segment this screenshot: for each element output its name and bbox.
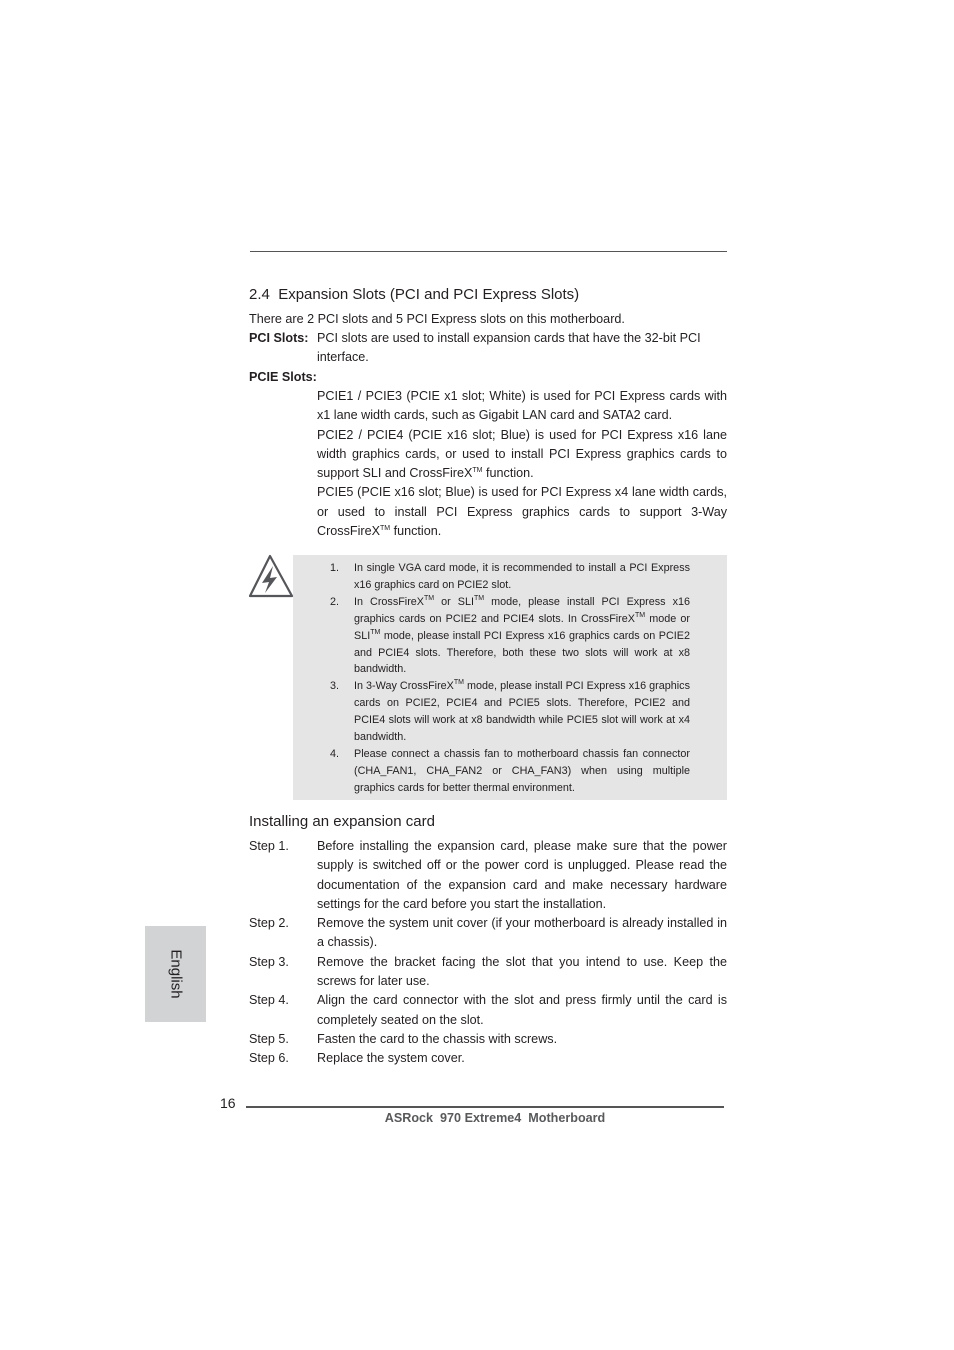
pcie-paragraph-2: PCIE2 / PCIE4 (PCIE x16 slot; Blue) is used for PCI Express x16 lane width graphics cards, or used to install PCI Express graphics cards to support SLI and CrossFireX™ function. — [317, 427, 727, 481]
warning-lightning-icon — [248, 553, 294, 599]
header-rule — [250, 251, 727, 252]
install-steps-list — [249, 837, 727, 1069]
install-step: Step 1. Before installing the expansion card, please make sure that the power supply is switched off or the power cord is unplugged. Please read the documentation of the expansion card and make necessary hardware settings for the card before you start the installation. — [249, 839, 727, 911]
note-item: 3. In 3-Way CrossFireX™ mode, please install PCI Express x16 graphics cards on PCIE2, PCIE4 and PCIE5 slots. Therefore, PCIE2 and PCIE4 slots will work at x8 bandwidth while PCIE5 slot will work at x4 bandwidth. — [330, 679, 690, 744]
section-title: 2.4 Expansion Slots (PCI and PCI Express Slots) — [249, 286, 580, 303]
install-step: Step 5. Fasten the card to the chassis with screws. — [249, 1031, 558, 1046]
note-item: 4. Please connect a chassis fan to motherboard chassis fan connector (CHA_FAN1, CHA_FAN2 or CHA_FAN3) when using multiple graphics cards for better thermal environment. — [330, 747, 690, 794]
pcie-slots-text — [317, 387, 727, 541]
install-step: Step 4. Align the card connector with the slot and press firmly until the card is completely seated on the slot. — [249, 993, 727, 1027]
pcie-paragraph-1: PCIE1 / PCIE3 (PCIE x1 slot; White) is used for PCI Express cards with x1 lane width cards, such as Gigabit LAN card and SATA2 card. — [317, 389, 727, 423]
install-step: Step 6. Replace the system cover. — [249, 1051, 465, 1066]
note-item: 2. In CrossFireX™ or SLI™ mode, please install PCI Express x16 graphics cards on PCIE2 and PCIE4 slots. In CrossFireX™ mode or SLI™ mode, please install PCI Express x16 graphics cards on PCIE2 and PCIE4 slots. Therefore, both these two slots will work at x8 bandwidth. — [330, 594, 691, 676]
section-intro: There are 2 PCI slots and 5 PCI Express slots on this motherboard. — [249, 312, 625, 326]
footer-rule — [246, 1106, 724, 1108]
page-number: 16 — [220, 1095, 236, 1111]
language-side-tab — [145, 926, 206, 1022]
pci-slots-label: PCI Slots: — [249, 331, 309, 345]
install-step: Step 3. Remove the bracket facing the slot that you intend to use. Keep the screws for later use. — [249, 954, 727, 989]
pci-slots-text: PCI slots are used to install expansion cards that have the 32-bit PCI interface. — [317, 331, 701, 365]
install-section-title: Installing an expansion card — [249, 813, 435, 830]
note-item: 1. In single VGA card mode, it is recommended to install a PCI Express x16 graphics card on PCIE2 slot. — [330, 562, 690, 591]
language-label: English — [167, 949, 184, 999]
caution-notes-list — [330, 560, 690, 797]
pcie-slots-label: PCIE Slots: — [249, 370, 317, 384]
footer-title: ASRock 970 Extreme4 Motherboard — [384, 1111, 606, 1125]
pcie-paragraph-3: PCIE5 (PCIE x16 slot; Blue) is used for PCI Express x4 lane width cards, or used to install PCI Express graphics cards to support 3-Way CrossFireX™ function. — [317, 485, 727, 539]
install-step: Step 2. Remove the system unit cover (if your motherboard is already installed in a chassis). — [249, 916, 727, 950]
